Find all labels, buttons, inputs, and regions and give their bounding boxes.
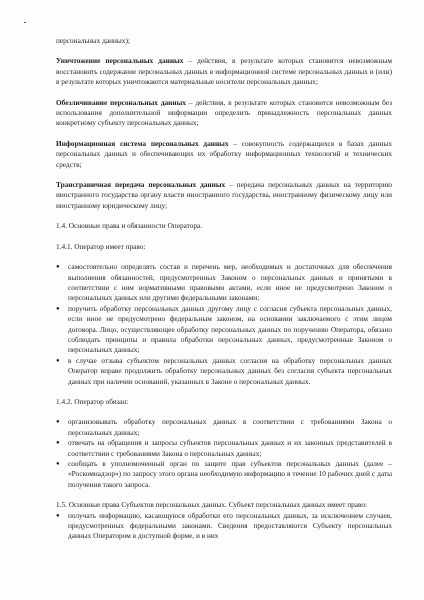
definition-depersonalization xyxy=(56,98,392,129)
definition-cross-border-transfer-text: – передача персональных данных на территорию иностранного государства органу власти иностранного государства, иностранному физическому лицу или иностранному юридическому лицу; xyxy=(56,180,392,210)
list-item-text: сообщать в уполномоченный орган по защите прав субъектов персональных данных (далее – «Роскомнадзор») по запросу этого органа необходимую информацию в течение 10 рабочих дней с даты получения такого запроса. xyxy=(68,459,392,489)
definition-information-system xyxy=(56,139,392,170)
bullet-icon: ● xyxy=(56,357,60,364)
definition-destruction-text: – действия, в результате которых становится невозможным восстановить содержание персональных данных в информационной системе персональных данных и (или) в результате которых уничтожаются материальные носители персональных данных; xyxy=(56,56,392,87)
term-depersonalization: Обезличивание персональных данных xyxy=(56,97,186,107)
term-information-system: Информационная система персональных данных xyxy=(56,138,229,148)
list-item xyxy=(56,459,392,490)
bullet-icon: ● xyxy=(56,419,60,426)
term-destruction: Уничтожение персональных данных xyxy=(56,56,184,66)
definition-cross-border-transfer xyxy=(56,180,392,211)
term-cross-border-transfer: Трансграничная передача персональных данных xyxy=(56,180,226,190)
list-item xyxy=(56,356,392,387)
bullet-icon: ● xyxy=(56,264,60,271)
section-heading-1-5: 1.5. Основные права Субъектов персональных данных. Субъект персональных данных имеет право: xyxy=(56,500,368,510)
document-body xyxy=(56,36,392,542)
list-item xyxy=(56,438,392,459)
paragraph-continuation: персональных данных); xyxy=(56,36,130,45)
list-item-text: получать информацию, касающуюся обработки его персональных данных, за исключением случаев, предусмотренных федеральными законами. Сведения предоставляются Субъекту персональных данных Оператором в доступной форме, и в них xyxy=(68,510,392,541)
bullet-icon: ● xyxy=(56,305,60,312)
list-item-text: организовывать обработку персональных данных в соответствии с требованиями Закона о персональных данных; xyxy=(68,417,392,437)
section-heading-1-4: 1.4. Основные права и обязанности Оператора. xyxy=(56,221,203,231)
definition-destruction xyxy=(56,56,392,87)
definition-information-system-text: – совокупность содержащихся в базах данных персональных данных и обеспечивающих их обработку информационных технологий и технических средств; xyxy=(56,138,392,169)
list-item xyxy=(56,304,392,356)
list-item xyxy=(56,262,392,304)
list-item xyxy=(56,511,392,542)
section-heading-1-4-2: 1.4.2. Оператор обязан: xyxy=(56,396,129,406)
list-item-text: поручить обработку персональных данных другому лицу с согласия субъекта персональных данных, если иное не предусмотрено федеральным законом, на основании заключаемого с этим лицом договора. Лицо, осуществляющее обработку персональных данных по поручению Оператора, обязано соблюдать принципы и правила обработки персональных данных, предусмотренные Законом о персональных данных; xyxy=(68,303,392,355)
scan-mark xyxy=(24,22,26,23)
bullet-icon: ● xyxy=(56,461,60,467)
list-item-text: самостоятельно определять состав и перечень мер, необходимых и достаточных для обеспечения выполнения обязанностей, предусмотренных Законом о персональных данных и принятыми в соответствии с ним нормативными правовыми актами, если иное не предусмотрено Законом о персональных данных или другими федеральными законами; xyxy=(68,262,392,303)
list-item xyxy=(56,417,392,438)
section-heading-1-4-1: 1.4.1. Оператор имеет право: xyxy=(56,241,146,251)
list-item-text: отвечать на обращения и запросы субъектов персональных данных и их законных представителей в соответствии с требованиями Закона о персональных данных; xyxy=(68,438,392,458)
bullet-icon: ● xyxy=(56,512,60,519)
list-item-text: в случае отзыва субъектом персональных данных согласия на обработку персональных данных Оператор вправе продолжить обработку персональных данных без согласия субъекта персональных данных при наличии оснований, указанных в Законе о персональных данных. xyxy=(68,355,392,386)
definition-depersonalization-text: – действия, в результате которых становится невозможным без использования дополнительной информации определить принадлежность персональных данных конкретному субъекту персональных данных; xyxy=(56,97,392,128)
bullet-icon: ● xyxy=(56,440,60,447)
